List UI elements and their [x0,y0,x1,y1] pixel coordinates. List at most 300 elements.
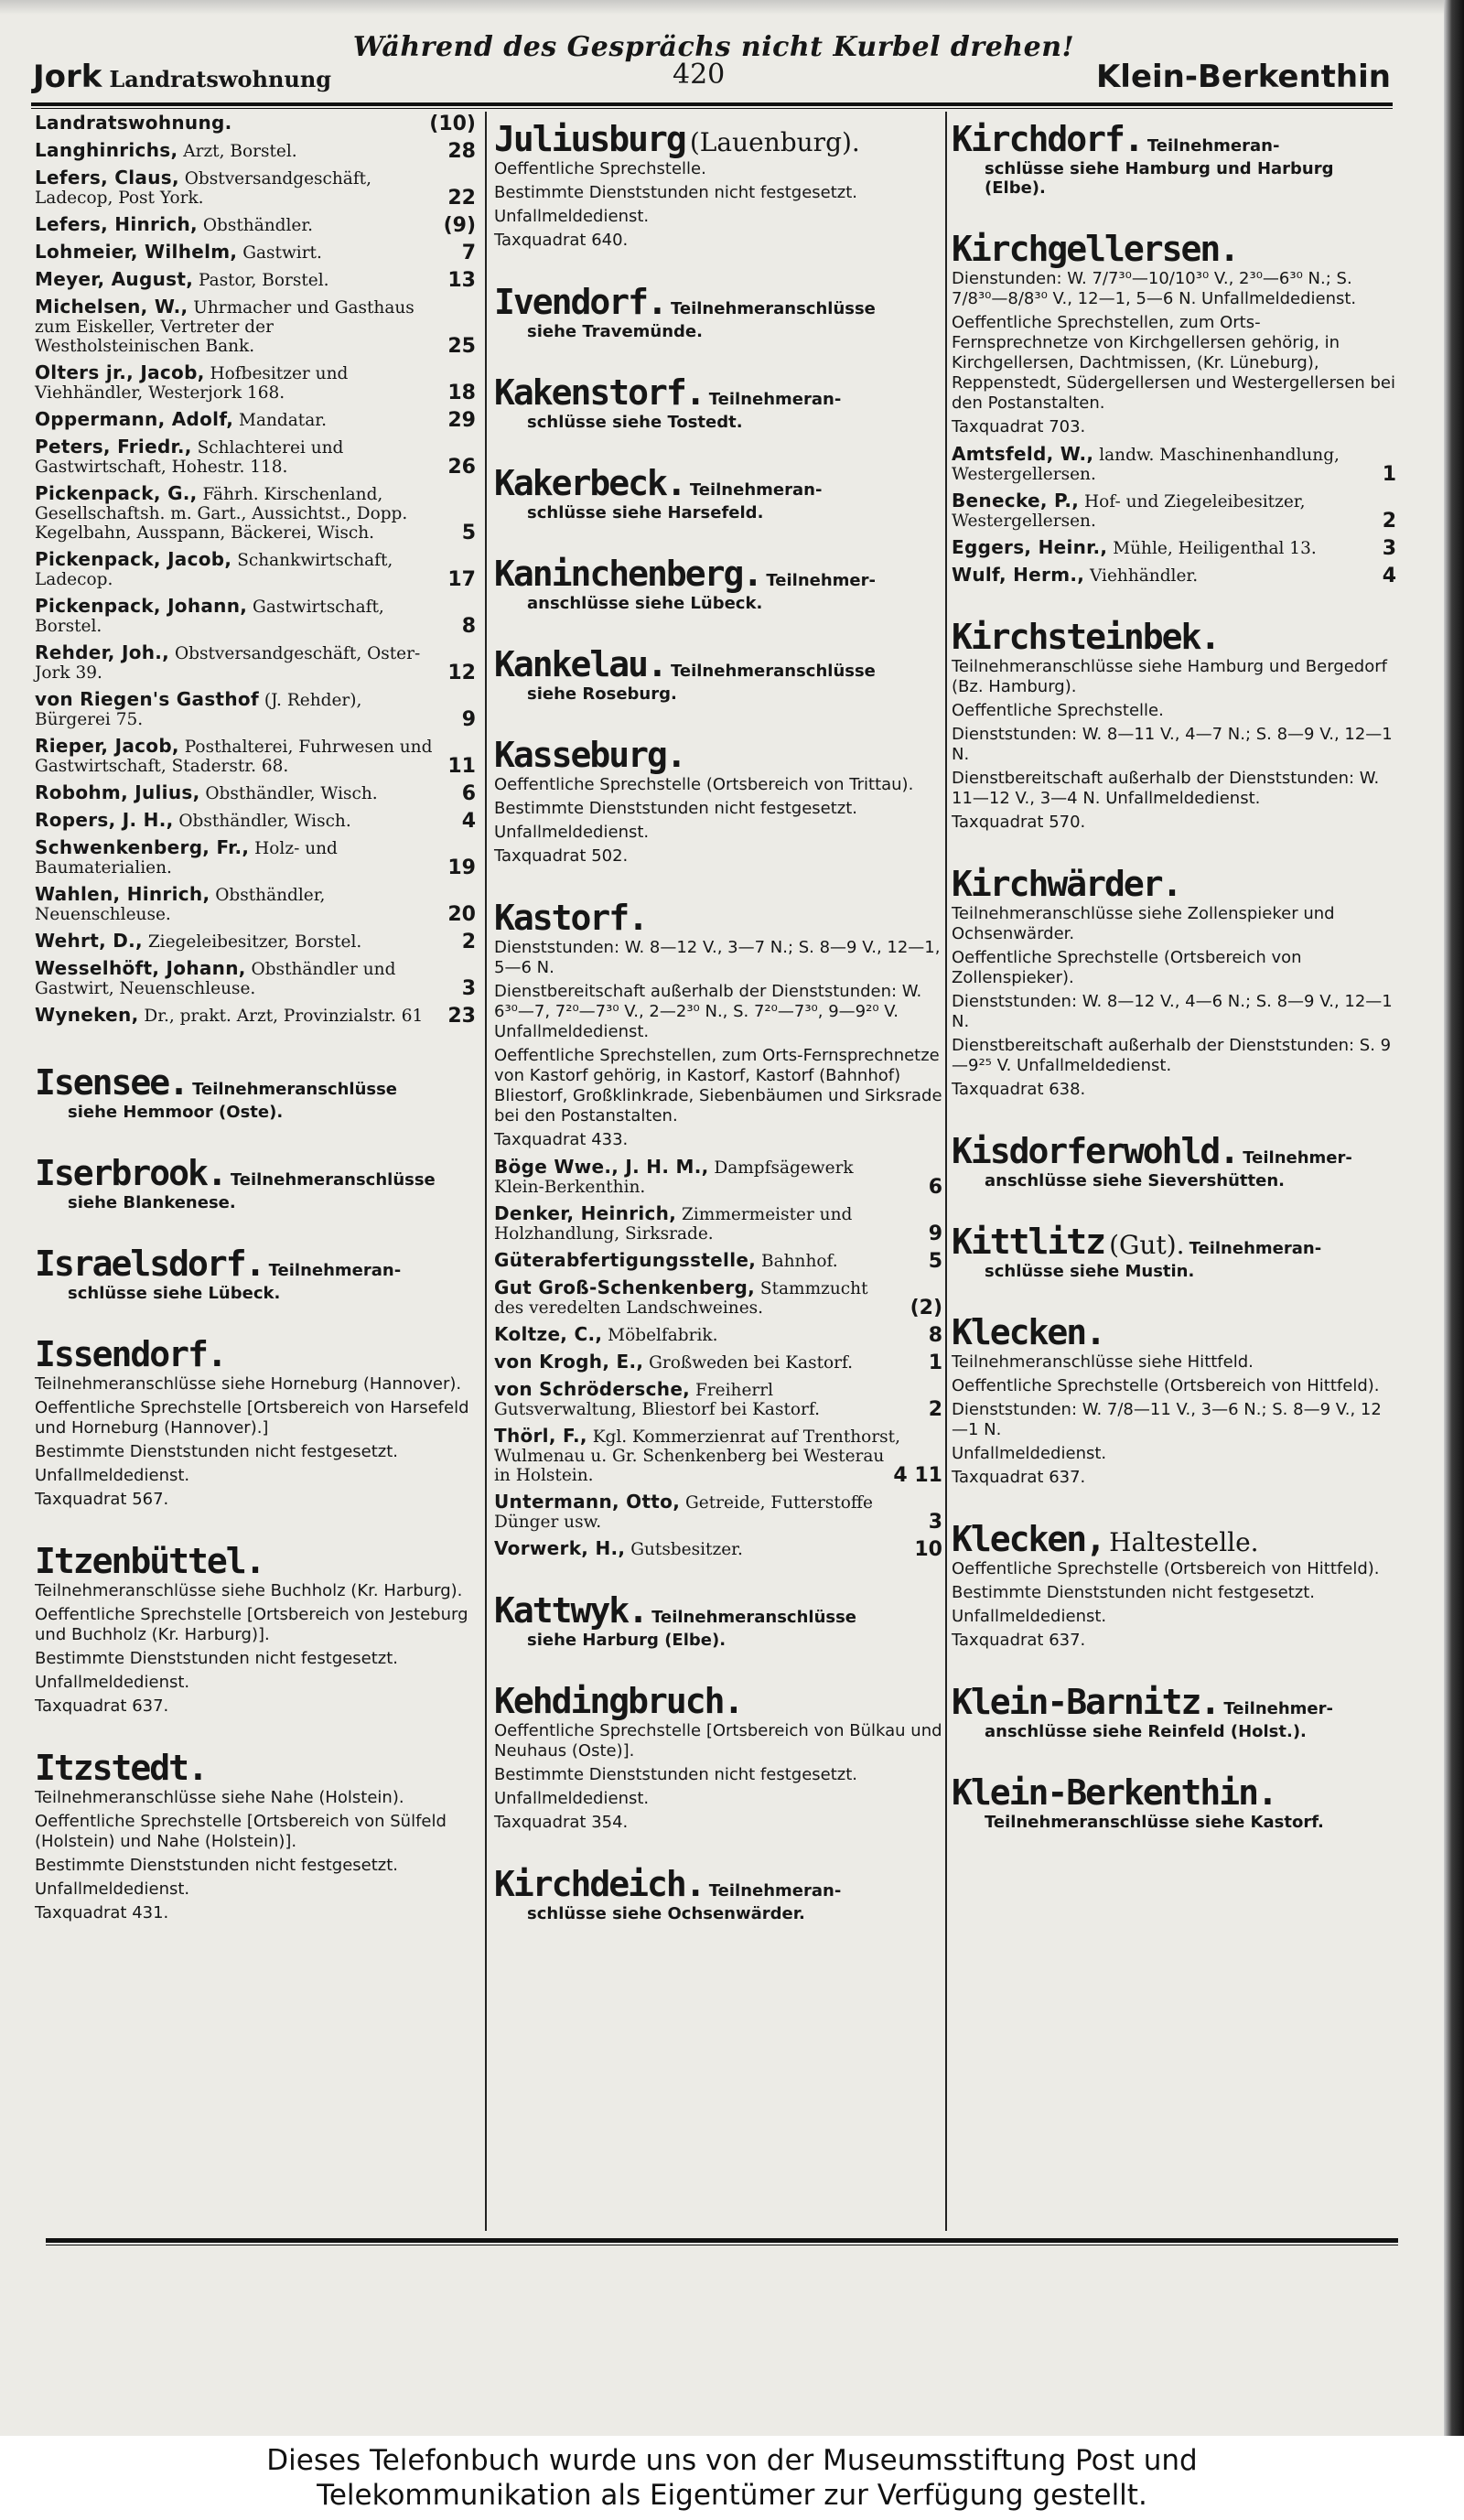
listing-description: Uhrmacher und Gasthaus zum Eiskeller, Vertreter der Westholsteinischen Bank. [35,298,414,356]
place-kirchgellersen [952,229,1396,437]
place-name: Kirchsteinbek. [952,617,1220,657]
place-line: Dienststunden: W. 8—12 V., 3—7 N.; S. 8—9 V., 12—1, 5—6 N. [494,938,941,977]
place-info: siehe Travemünde. [527,322,703,341]
place-name: Itzstedt. [35,1748,207,1788]
listing-description: Hof- und Ziegeleibesitzer, Westergellersen. [952,492,1306,531]
listing-entry [952,565,1396,586]
place-name: Iserbrook. [35,1153,226,1193]
place-name: Kehdingbruch. [494,1681,743,1721]
place-name: Kattwyk. [494,1590,648,1631]
place-info: schlüsse siehe Ochsenwärder. [527,1904,805,1923]
listing-description: Bahnhof. [761,1252,838,1271]
listing-description: Obsthändler. [202,216,314,235]
listing-number: 18 [447,382,476,404]
place-line: Dienststunden: W. 8—11 V., 4—7 N.; S. 8—9 V., 12—1 N. [952,725,1393,764]
place-line: Dienstbereitschaft außerhalb der Dienststunden: W. 11—12 V., 3—4 N. Unfallmeldedienst. [952,769,1380,808]
place-line: Taxquadrat 703. [952,417,1086,436]
place-info: Teilnehmeran- [268,1261,402,1280]
listing-description: Obstversandgeschäft, Ladecop, Post York. [35,169,371,208]
listing-number: 12 [447,662,476,684]
listing-description: Gutsbesitzer. [630,1540,743,1559]
listing-number: 3 [461,977,476,1000]
listing-entry [35,885,476,924]
place-name: Kirchdorf. [952,119,1143,159]
column-divider-2 [945,112,947,2231]
listing-name: Pickenpack, Johann, [35,595,248,617]
listing-number: 13 [447,269,476,292]
listing-entry [494,1325,942,1345]
listing-number: 1 [928,1352,942,1374]
place-juliusburg [494,119,942,251]
listing-number: 23 [447,1005,476,1028]
listing-number: 19 [447,856,476,879]
listing-entry [35,297,476,356]
listing-name: Güterabfertigungsstelle, [494,1249,757,1271]
place-info: Teilnehmeran- [708,1881,842,1901]
place-kehdingbruch [494,1681,942,1833]
place-line: Oeffentliche Sprechstelle [Ortsbereich von Bülkau und Neuhaus (Oste)]. [494,1721,942,1761]
listing-description: Obstversandgeschäft, Oster-Jork 39. [35,644,421,683]
listing-description: Posthalterei, Fuhrwesen und Gastwirtschaft, Staderstr. 68. [35,738,433,776]
place-info: Teilnehmeranschlüsse [671,299,876,318]
place-name: Klecken. [952,1312,1105,1352]
place-info: Teilnehmeran- [689,480,823,500]
place-klecken-haltestelle [952,1519,1396,1651]
listing-description: (J. Rehder), Bürgerei 75. [35,691,362,729]
place-klein-barnitz [952,1682,1396,1741]
place-info: schlüsse siehe Lübeck. [68,1284,281,1303]
place-line: Taxquadrat 354. [494,1813,629,1832]
place-info: siehe Roseburg. [527,684,677,704]
listing-description: Großweden bei Kastorf. [649,1353,854,1373]
place-name: Kirchdeich. [494,1864,705,1904]
listing-entry [35,737,476,776]
place-info: Teilnehmer- [766,571,876,590]
listing-number: 11 [447,755,476,778]
listing-description: Hofbesitzer und Viehhändler, Westerjork 168. [35,364,349,403]
listing-name: Benecke, P., [952,490,1080,512]
listing-number: 4 11 [893,1464,942,1487]
listing-description: Ziegeleibesitzer, Borstel. [147,932,362,952]
listing-name: Pickenpack, G., [35,482,198,504]
listing-name: Thörl, F., [494,1425,587,1447]
listing-number: 2 [461,931,476,953]
header-left-sub: Landratswohnung [109,66,332,92]
listing-description: Schankwirtschaft, Ladecop. [35,551,393,589]
place-info: Teilnehmer- [1243,1148,1352,1168]
page-right-edge [1444,0,1464,2443]
listing-name: Wehrt, D., [35,930,143,952]
place-info: Teilnehmeranschlüsse [651,1608,857,1627]
listing-number: (2) [910,1297,942,1319]
listing-entry [35,215,476,235]
place-kisdorferwohld [952,1131,1396,1190]
listing-description: Obsthändler und Gastwirt, Neuenschleuse. [35,960,396,998]
listing-number: 5 [928,1250,942,1273]
listing-description: Getreide, Futterstoffe Dünger usw. [494,1493,873,1532]
place-line: Taxquadrat 431. [35,1903,169,1922]
listing-name: Wyneken, [35,1004,139,1026]
entry-list-jork [35,113,476,1026]
place-name: Kirchgellersen. [952,229,1239,269]
listing-entry [494,1251,942,1271]
listing-number: 2 [1382,510,1396,533]
place-line: Taxquadrat 433. [494,1130,629,1149]
listing-number: 28 [447,140,476,163]
place-line: Oeffentliche Sprechstelle (Ortsbereich von Zollenspieker). [952,948,1302,987]
place-info: anschlüsse siehe Sievershütten. [985,1171,1285,1190]
place-line: Dienstbereitschaft außerhalb der Dienststunden: W. 6³⁰—7, 7²⁰—7³⁰ V., 2—2³⁰ N., S. 7²⁰—7³⁰, 9—9²⁰ V. Unfallmeldedienst. [494,982,922,1041]
place-name: Israelsdorf. [35,1244,264,1284]
place-qualifier: (Lauenburg). [689,127,860,157]
listing-name: Ropers, J. H., [35,809,174,831]
entry-list-kirchgellersen [952,445,1396,586]
place-line: Taxquadrat 638. [952,1080,1086,1099]
place-line: Oeffentliche Sprechstelle (Ortsbereich von Trittau). [494,775,914,794]
listing-description: Gastwirtschaft, Borstel. [35,598,384,636]
listing-name: Lefers, Claus, [35,167,179,188]
place-isensee [35,1062,476,1122]
listing-entry [494,1352,942,1373]
listing-description: Gastwirt. [242,243,322,263]
listing-name: Untermann, Otto, [494,1491,681,1513]
listing-number: 3 [928,1511,942,1534]
place-line: Bestimmte Dienststunden nicht festgesetzt. [35,1856,399,1875]
listing-description: Fährh. Kirschenland, Gesellschaftsh. m. Gart., Aussichtst., Dopp. Kegelbahn, Ausspann, Bäckerei, Wisch. [35,485,408,543]
place-iserbrook [35,1153,476,1212]
place-name: Isensee. [35,1062,188,1103]
place-info: anschlüsse siehe Lübeck. [527,594,763,613]
listing-name: Pickenpack, Jacob, [35,548,232,570]
place-kakerbeck [494,463,942,522]
listing-entry [494,1492,942,1532]
place-line: Taxquadrat 637. [952,1631,1086,1650]
place-line: Oeffentliche Sprechstelle. [952,701,1164,720]
place-ivendorf [494,282,942,341]
place-line: Dienstunden: W. 7/7³⁰—10/10³⁰ V., 2³⁰—6³⁰ N.; S. 7/8³⁰—8/8³⁰ V., 12—1, 5—6 N. Unfallmeldedienst. [952,269,1357,308]
place-line: Bestimmte Dienststunden nicht festgesetzt. [35,1442,399,1461]
listing-entry [35,959,476,998]
listing-description: Obsthändler, Wisch. [178,812,351,831]
place-name: Klein-Barnitz. [952,1682,1220,1722]
header-rule [31,102,1393,109]
place-line: Taxquadrat 570. [952,813,1086,832]
listing-entry [494,1539,942,1559]
place-kirchdeich [494,1864,942,1923]
listing-name: Rehder, Joh., [35,641,170,663]
listing-number: 4 [461,810,476,833]
listing-number: 8 [461,615,476,638]
place-line: Taxquadrat 567. [35,1490,169,1509]
column-divider-1 [485,112,487,2231]
place-line: Oeffentliche Sprechstelle. [494,159,706,178]
place-line: Teilnehmeranschlüsse siehe Nahe (Holstein). [35,1788,404,1807]
listing-description: Obsthändler, Wisch. [205,784,378,803]
listing-name: Lefers, Hinrich, [35,213,198,235]
listing-name: von Krogh, E., [494,1351,644,1373]
place-name: Kastorf. [494,898,648,938]
listing-number: 17 [447,568,476,591]
listing-description: Viehhändler. [1090,566,1199,586]
place-info: siehe Blankenese. [68,1193,236,1212]
listing-entry [952,445,1396,484]
place-info: Teilnehmeranschlüsse [671,662,876,681]
listing-name: Eggers, Heinr., [952,536,1108,558]
listing-number: 6 [461,782,476,805]
listing-name: Denker, Heinrich, [494,1202,677,1224]
listing-description: Holz- und Baumaterialien. [35,839,338,878]
place-line: Taxquadrat 637. [952,1468,1086,1487]
listing-number: 9 [461,708,476,731]
place-info: Teilnehmeran- [1146,136,1280,156]
listing-entry [35,643,476,683]
place-line: Dienstbereitschaft außerhalb der Dienststunden: S. 9—9²⁵ V. Unfallmeldedienst. [952,1036,1392,1075]
listing-number: 29 [447,409,476,432]
place-klecken [952,1312,1396,1488]
copyright-footer [0,2436,1464,2520]
listing-name: Wesselhöft, Johann, [35,957,246,979]
place-info: siehe Harburg (Elbe). [527,1631,727,1650]
listing-number: (10) [429,113,476,135]
place-info: Teilnehmer- [1223,1699,1333,1718]
place-kankelau [494,644,942,704]
place-line: Unfallmeldedienst. [952,1607,1107,1626]
place-info: siehe Hemmoor (Oste). [68,1103,284,1122]
place-name: Kankelau. [494,644,666,684]
place-name: Kisdorferwohld. [952,1131,1239,1171]
listing-number: 3 [1382,537,1396,560]
listing-entry [35,838,476,878]
place-line: Oeffentliche Sprechstelle (Ortsbereich von Hittfeld). [952,1559,1380,1578]
listing-name: Langhinrichs, [35,139,178,161]
listing-entry [35,783,476,803]
column-1 [35,113,476,1931]
listing-entry [35,1006,476,1026]
listing-number: 8 [928,1324,942,1347]
listing-entry [494,1380,942,1419]
place-info: schlüsse siehe Harsefeld. [527,503,764,522]
place-info: schlüsse siehe Mustin. [985,1262,1195,1281]
page-top-shadow [0,0,1444,15]
place-line: Teilnehmeranschlüsse siehe Kastorf. [985,1813,1324,1832]
place-name: Kirchwärder. [952,864,1181,904]
place-name: Kittlitz [952,1222,1105,1262]
listing-entry [35,437,476,477]
listing-description: Freiherrl Gutsverwaltung, Bliestorf bei Kastorf. [494,1381,820,1419]
listing-entry [35,270,476,290]
place-name: Kakenstorf. [494,372,705,413]
listing-entry [952,538,1396,558]
listing-number: (9) [443,214,476,237]
place-line: Oeffentliche Sprechstellen, zum Orts-Fernsprechnetze von Kirchgellersen gehörig, in Kirchgellersen, Dachtmissen, (Kr. Lüneburg), Reppenstedt, Südergellersen und Westergellersen bei den Postanstalten. [952,313,1395,413]
place-line: Oeffentliche Sprechstelle (Ortsbereich von Hittfeld). [952,1376,1380,1395]
place-line: Dienststunden: W. 8—12 V., 4—6 N.; S. 8—9 V., 12—1 N. [952,992,1393,1031]
listing-entry [35,410,476,430]
place-kasseburg [494,735,942,867]
place-line: Oeffentliche Sprechstellen, zum Orts-Fernsprechnetze von Kastorf gehörig, in Kastorf, Kastorf (Bahnhof) Bliestorf, Großklinkrade, Siebenbäumen und Sirksrade bei den Postanstalten. [494,1046,942,1125]
place-info: anschlüsse siehe Reinfeld (Holst.). [985,1722,1307,1741]
header-left-title: Jork [33,59,102,95]
place-line: Unfallmeldedienst. [952,1444,1107,1463]
place-name: Kakerbeck. [494,463,685,503]
entry-list-kastorf [494,1158,942,1559]
place-name: Itzenbüttel. [35,1541,264,1581]
listing-description: Möbelfabrik. [608,1326,718,1345]
listing-name: Gut Groß-Schenkenberg, [494,1276,756,1298]
place-line: Teilnehmeranschlüsse siehe Hamburg und Bergedorf (Bz. Hamburg). [952,657,1387,696]
listing-description: Schlachterei und Gastwirtschaft, Hohestr. 118. [35,438,344,477]
place-line: Teilnehmeranschlüsse siehe Buchholz (Kr. Harburg). [35,1581,463,1600]
header-left [33,59,331,95]
place-line: Bestimmte Dienststunden nicht festgesetzt. [952,1583,1316,1602]
place-line: Taxquadrat 637. [35,1696,169,1716]
listing-name: Michelsen, W., [35,296,188,318]
column-3 [952,113,1396,1840]
place-kaninchenberg [494,554,942,613]
listing-name: Oppermann, Adolf, [35,408,234,430]
place-name: Kasseburg. [494,735,685,775]
place-info: schlüsse siehe Hamburg und Harburg (Elbe). [985,159,1334,198]
listing-entry [35,168,476,208]
place-info: Teilnehmeranschlüsse [230,1170,436,1190]
listing-number: 6 [928,1176,942,1199]
listing-name: Koltze, C., [494,1323,603,1345]
listing-name: Vorwerk, H., [494,1537,626,1559]
footer-line-1: Dieses Telefonbuch wurde uns von der Museumsstiftung Post und [266,2444,1198,2477]
listing-description: Obsthändler, Neuenschleuse. [35,886,326,924]
place-info: schlüsse siehe Tostedt. [527,413,743,432]
place-issendorf [35,1334,476,1510]
page-number: 420 [673,59,726,91]
place-line: Taxquadrat 640. [494,231,629,250]
place-israelsdorf [35,1244,476,1303]
listing-entry [494,1158,942,1197]
place-info: Teilnehmeranschlüsse [192,1080,398,1099]
listing-name: Robohm, Julius, [35,781,200,803]
column-2 [494,113,942,1931]
listing-description: landw. Maschinenhandlung, Westergellersen. [952,446,1340,484]
listing-number: 1 [1382,463,1396,486]
footer-line-2: Telekommunikation als Eigentümer zur Verfügung gestellt. [317,2479,1147,2512]
listing-entry [35,811,476,831]
listing-entry [35,550,476,589]
place-name: Issendorf. [35,1334,226,1374]
listing-number: 4 [1382,565,1396,587]
listing-entry [952,491,1396,531]
listing-description: Mühle, Heiligenthal 13. [1113,539,1317,558]
listing-entry [35,242,476,263]
place-name: Klein-Berkenthin. [952,1772,1276,1813]
listing-entry [494,1204,942,1244]
place-line: Unfallmeldedienst. [494,207,650,226]
place-kastorf [494,898,942,1150]
listing-description: Dr., prakt. Arzt, Provinzialstr. 61 [144,1007,424,1026]
place-line: Teilnehmeranschlüsse siehe Horneburg (Hannover). [35,1374,462,1394]
place-name: Ivendorf. [494,282,666,322]
listing-name: Olters jr., Jacob, [35,361,205,383]
place-line: Taxquadrat 502. [494,846,629,866]
listing-name: Meyer, August, [35,268,194,290]
place-qualifier: Haltestelle. [1109,1527,1259,1557]
listing-number: 26 [447,456,476,479]
listing-number: 2 [928,1398,942,1421]
place-line: Bestimmte Dienststunden nicht festgesetzt. [494,799,858,818]
place-line: Bestimmte Dienststunden nicht festgesetzt. [494,183,858,202]
place-line: Unfallmeldedienst. [494,823,650,842]
listing-entry [35,484,476,543]
listing-number: 5 [461,522,476,544]
place-line: Teilnehmeranschlüsse siehe Zollenspieker und Ochsenwärder. [952,904,1335,943]
listing-description: Stammzucht des veredelten Landschweines. [494,1279,868,1318]
listing-entry [35,141,476,161]
listing-description: Zimmermeister und Holzhandlung, Sirksrade. [494,1205,853,1244]
listing-number: 10 [914,1538,942,1561]
listing-number: 7 [461,242,476,264]
place-kakenstorf [494,372,942,432]
listing-entry [494,1427,942,1485]
listing-name: Lohmeier, Wilhelm, [35,241,238,263]
listing-description: Kgl. Kommerzienrat auf Trenthorst, Wulmenau u. Gr. Schenkenberg bei Westerau in Holstein. [494,1427,900,1485]
place-name: Kaninchenberg. [494,554,762,594]
place-line: Bestimmte Dienststunden nicht festgesetzt. [494,1765,858,1784]
place-line: Unfallmeldedienst. [35,1879,190,1899]
place-line: Unfallmeldedienst. [494,1789,650,1808]
listing-description: Dampfsägewerk Klein-Berkenthin. [494,1158,854,1197]
place-info: Teilnehmeran- [1189,1239,1322,1258]
listing-entry [35,597,476,636]
place-line: Oeffentliche Sprechstelle [Ortsbereich von Harsefeld und Horneburg (Hannover).] [35,1398,469,1438]
place-kirchdorf [952,119,1396,198]
place-line: Dienststunden: W. 7/8—11 V., 3—6 N.; S. 8—9 V., 12—1 N. [952,1400,1382,1439]
place-kirchwaerder [952,864,1396,1100]
place-info: Teilnehmeran- [708,390,842,409]
listing-number: 20 [447,903,476,926]
place-kattwyk [494,1590,942,1650]
place-line: Bestimmte Dienststunden nicht festgesetzt. [35,1649,399,1668]
listing-name: Böge Wwe., J. H. M., [494,1156,709,1178]
listing-name: Wulf, Herm., [952,564,1085,586]
place-name: Juliusburg [494,119,685,159]
listing-number: 9 [928,1222,942,1245]
header-right-title: Klein-Berkenthin [1095,59,1391,95]
listing-description: Pastor, Borstel. [198,271,329,290]
place-line: Unfallmeldedienst. [35,1466,190,1485]
listing-entry [35,690,476,729]
listing-name: Schwenkenberg, Fr., [35,836,250,858]
listing-name: von Schrödersche, [494,1378,691,1400]
listing-name: Wahlen, Hinrich, [35,883,210,905]
listing-entry [35,113,476,134]
listing-name: Landratswohnung. [35,112,232,134]
place-line: Teilnehmeranschlüsse siehe Hittfeld. [952,1352,1254,1372]
place-klein-berkenthin [952,1772,1396,1833]
place-kirchsteinbek [952,617,1396,833]
place-line: Unfallmeldedienst. [35,1673,190,1692]
listing-entry [35,363,476,403]
listing-number: 25 [447,335,476,358]
header-notice: Während des Gesprächs nicht Kurbel drehen! [352,31,1075,63]
place-line: Oeffentliche Sprechstelle [Ortsbereich von Jesteburg und Buchholz (Kr. Harburg)]. [35,1605,468,1644]
place-itzenbuettel [35,1541,476,1717]
listing-entry [494,1278,942,1318]
place-itzstedt [35,1748,476,1923]
place-name: Klecken, [952,1519,1105,1559]
footer-rule [46,2238,1398,2245]
listing-entry [35,932,476,952]
listing-description: Mandatar. [239,411,327,430]
place-qualifier: (Gut). [1109,1230,1185,1260]
listing-name: Rieper, Jacob, [35,735,179,757]
